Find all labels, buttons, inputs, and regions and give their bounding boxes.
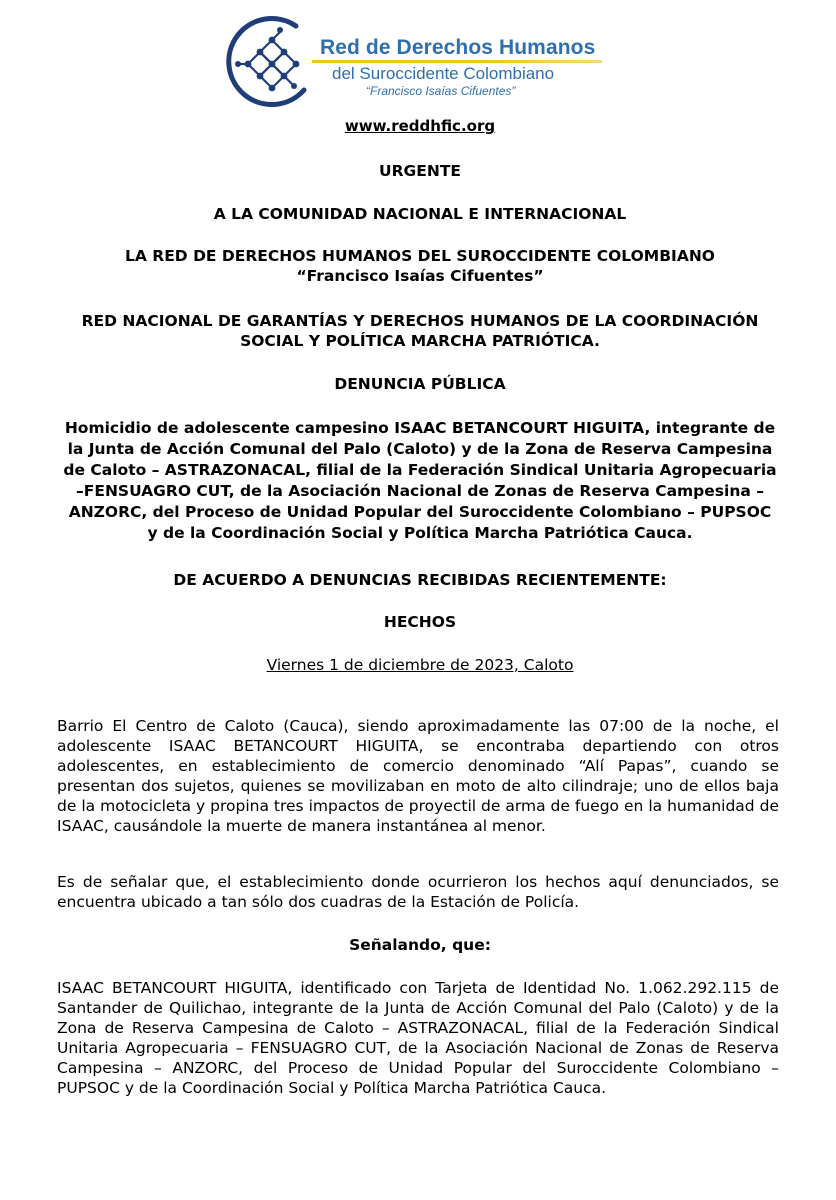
org-name-divider xyxy=(312,60,602,63)
facts-paragraph-text: Barrio El Centro de Caloto (Cauca), siendo aproximadamente las 07:00 de la noche, el adolescente ISAAC BETANCOURT HIGUITA, se encontraba departiendo con otros adolescentes, en establecimiento de comercio denominado “Alí Papas”, cuando se presentan dos sujetos, quienes se movilizaban en moto de alto cilindraje; uno de ellos baja de la motocicleta y propina tres impactos de proyectil de arma de fuego en la humanidad de ISAAC, causándole la muerte de manera instantánea al menor. xyxy=(57,717,779,835)
complaints-received-heading: DE ACUERDO A DENUNCIAS RECIBIDAS RECIENTEMENTE: xyxy=(173,571,667,589)
location-paragraph-text: Es de señalar que, el establecimiento donde ocurrieron los hechos aquí denunciados, se encuentra ubicado a tan sólo dos cuadras de la Estación de Policía. xyxy=(57,873,779,911)
victim-paragraph xyxy=(57,978,779,1098)
victim-paragraph-text: ISAAC BETANCOURT HIGUITA, identificado con Tarjeta de Identidad No. 1.062.292.115 de Santander de Quilichao, integrante de la Junta de Acción Comunal del Palo (Caloto) y de la Zona de Reserva Campesina de Caloto – ASTRAZONACAL, filial de la Federación Sindical Unitaria Agropecuaria – FENSUAGRO CUT, de la Asociación Nacional de Zonas de Reserva Campesina – ANZORC, del Proceso de Unidad Popular del Suroccidente Colombiano – PUPSOC y de la Coordinación Social y Política Marcha Patriótica Cauca. xyxy=(57,979,779,1097)
network-logo-icon xyxy=(218,16,318,112)
event-date: Viernes 1 de diciembre de 2023, Caloto xyxy=(266,656,574,674)
national-network-heading xyxy=(40,311,800,351)
case-summary-line: Homicidio de adolescente campesino ISAAC BETANCOURT HIGUITA, integrante de xyxy=(64,419,776,437)
network-heading xyxy=(40,246,800,286)
case-summary-line: y de la Coordinación Social y Política Marcha Patriótica Cauca. xyxy=(147,524,693,542)
pointing-out-heading: Señalando, que: xyxy=(349,936,491,954)
public-complaint-heading: DENUNCIA PÚBLICA xyxy=(334,375,506,393)
urgent-heading: URGENTE xyxy=(379,162,461,180)
case-summary-line: la Junta de Acción Comunal del Palo (Caloto) y de la Zona de Reserva Campesina xyxy=(67,440,773,458)
network-heading-line1: LA RED DE DERECHOS HUMANOS DEL SUROCCIDENTE COLOMBIANO xyxy=(125,247,715,265)
network-heading-line2: “Francisco Isaías Cifuentes” xyxy=(296,267,544,285)
case-summary-line: –FENSUAGRO CUT, de la Asociación Nacional de Zonas de Reserva Campesina – xyxy=(76,482,764,500)
national-network-heading-line2: SOCIAL Y POLÍTICA MARCHA PATRIÓTICA. xyxy=(240,332,600,350)
audience-heading: A LA COMUNIDAD NACIONAL E INTERNACIONAL xyxy=(213,205,627,223)
org-name-line1: Red de Derechos Humanos xyxy=(320,36,596,59)
org-tagline: “Francisco Isaías Cifuentes” xyxy=(366,84,516,98)
location-paragraph xyxy=(57,872,779,912)
national-network-heading-line1: RED NACIONAL DE GARANTÍAS Y DERECHOS HUMANOS DE LA COORDINACIÓN xyxy=(81,312,759,330)
org-name-line2: del Suroccidente Colombiano xyxy=(332,64,555,83)
facts-heading: HECHOS xyxy=(383,613,457,631)
case-summary xyxy=(40,418,800,544)
website-link[interactable]: www.reddhfic.org xyxy=(344,117,496,135)
case-summary-line: ANZORC, del Proceso de Unidad Popular del Suroccidente Colombiano – PUPSOC xyxy=(68,503,772,521)
facts-paragraph xyxy=(57,716,779,836)
case-summary-line: de Caloto – ASTRAZONACAL, filial de la Federación Sindical Unitaria Agropecuaria xyxy=(63,461,777,479)
